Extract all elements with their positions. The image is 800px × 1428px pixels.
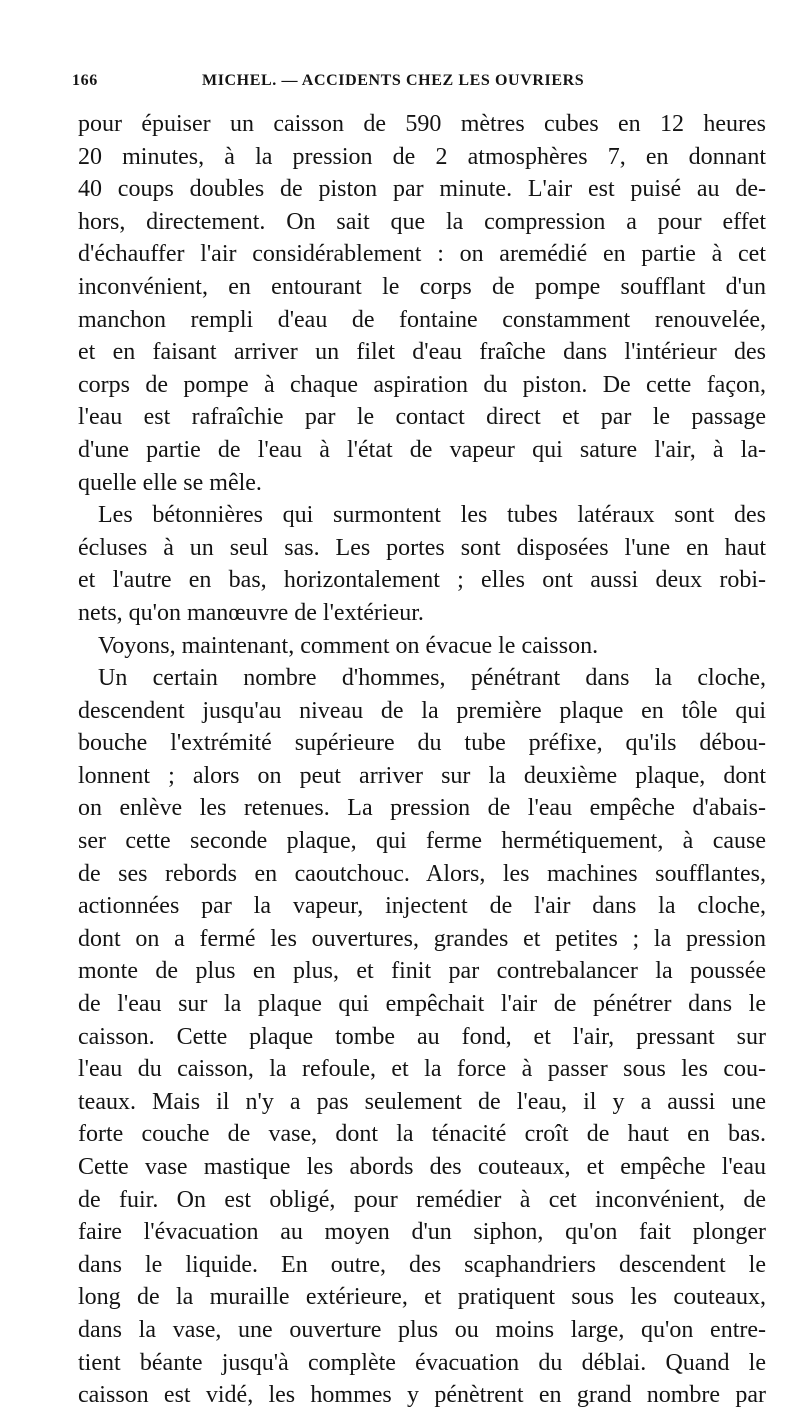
text-line: lonnent ; alors on peut arriver sur la deuxième plaque, dont [78,762,766,789]
text-line: Un certain nombre d'hommes, pénétrant dans la cloche, [98,665,766,692]
text-line: monte de plus en plus, et finit par contrebalancer la poussée [78,958,766,985]
text-line: ser cette seconde plaque, qui ferme hermétiquement, à cause [78,828,766,855]
text-line: Voyons, maintenant, comment on évacue le caisson. [98,632,599,659]
text-line: tient béante jusqu'à complète évacuation du déblai. Quand le [78,1349,766,1376]
text-line: forte couche de vase, dont la ténacité croît de haut en bas. [78,1121,766,1148]
text-line: d'échauffer l'air considérablement : on aremédié en partie à cet [78,241,766,268]
text-line: caisson est vidé, les hommes y pénètrent en grand nombre par [78,1382,766,1409]
body-text [78,108,766,1412]
text-line: écluses à un seul sas. Les portes sont disposées l'une en haut [78,534,766,561]
page-number: 166 [72,72,98,89]
text-line: de fuir. On est obligé, pour remédier à cet inconvénient, de [78,1186,766,1213]
text-line: corps de pompe à chaque aspiration du piston. De cette façon, [78,371,766,398]
text-line: de l'eau sur la plaque qui empêchait l'air de pénétrer dans le [78,991,766,1018]
book-page [72,72,766,1409]
text-line: de ses rebords en caoutchouc. Alors, les machines soufflantes, [78,860,766,887]
text-line: l'eau du caisson, la refoule, et la force à passer sous les cou- [78,1056,766,1083]
text-line: hors, directement. On sait que la compression a pour effet [78,208,766,235]
text-line: et l'autre en bas, horizontalement ; elles ont aussi deux robi- [78,567,766,594]
text-line: et en faisant arriver un filet d'eau fraîche dans l'intérieur des [78,339,766,366]
text-line: nets, qu'on manœuvre de l'extérieur. [78,599,424,626]
text-line: quelle elle se mêle. [78,469,262,496]
text-line: teaux. Mais il n'y a pas seulement de l'eau, il y a aussi une [78,1088,766,1115]
text-line: descendent jusqu'au niveau de la première plaque en tôle qui [78,697,766,724]
text-line: Les bétonnières qui surmontent les tubes latéraux sont des [98,502,766,529]
text-line: l'eau est rafraîchie par le contact direct et par le passage [78,404,766,431]
running-title: MICHEL. — ACCIDENTS CHEZ LES OUVRIERS [202,72,585,89]
text-line: 40 coups doubles de piston par minute. L'air est puisé au de- [78,176,766,203]
text-line: inconvénient, en entourant le corps de pompe soufflant d'un [78,273,766,300]
running-head [72,72,766,106]
text-line: actionnées par la vapeur, injectent de l'air dans la cloche, [78,893,766,920]
text-line: 20 minutes, à la pression de 2 atmosphères 7, en donnant [78,143,766,170]
text-line: manchon rempli d'eau de fontaine constamment renouvelée, [78,306,766,333]
text-line: d'une partie de l'eau à l'état de vapeur qui sature l'air, à la- [78,436,766,463]
text-line: caisson. Cette plaque tombe au fond, et l'air, pressant sur [78,1023,766,1050]
text-line: Cette vase mastique les abords des couteaux, et empêche l'eau [78,1154,766,1180]
text-line: faire l'évacuation au moyen d'un siphon, qu'on fait plonger [78,1219,766,1246]
text-line: dont on a fermé les ouvertures, grandes et petites ; la pression [78,925,766,952]
text-line: on enlève les retenues. La pression de l'eau empêche d'abais- [78,795,766,822]
text-line: pour épuiser un caisson de 590 mètres cubes en 12 heures [78,111,766,137]
text-line: bouche l'extrémité supérieure du tube préfixe, qu'ils débou- [78,730,766,757]
text-line: long de la muraille extérieure, et pratiquent sous les couteaux, [78,1284,766,1311]
text-line: dans le liquide. En outre, des scaphandriers descendent le [78,1251,766,1278]
text-line: dans la vase, une ouverture plus ou moins large, qu'on entre- [78,1316,766,1343]
